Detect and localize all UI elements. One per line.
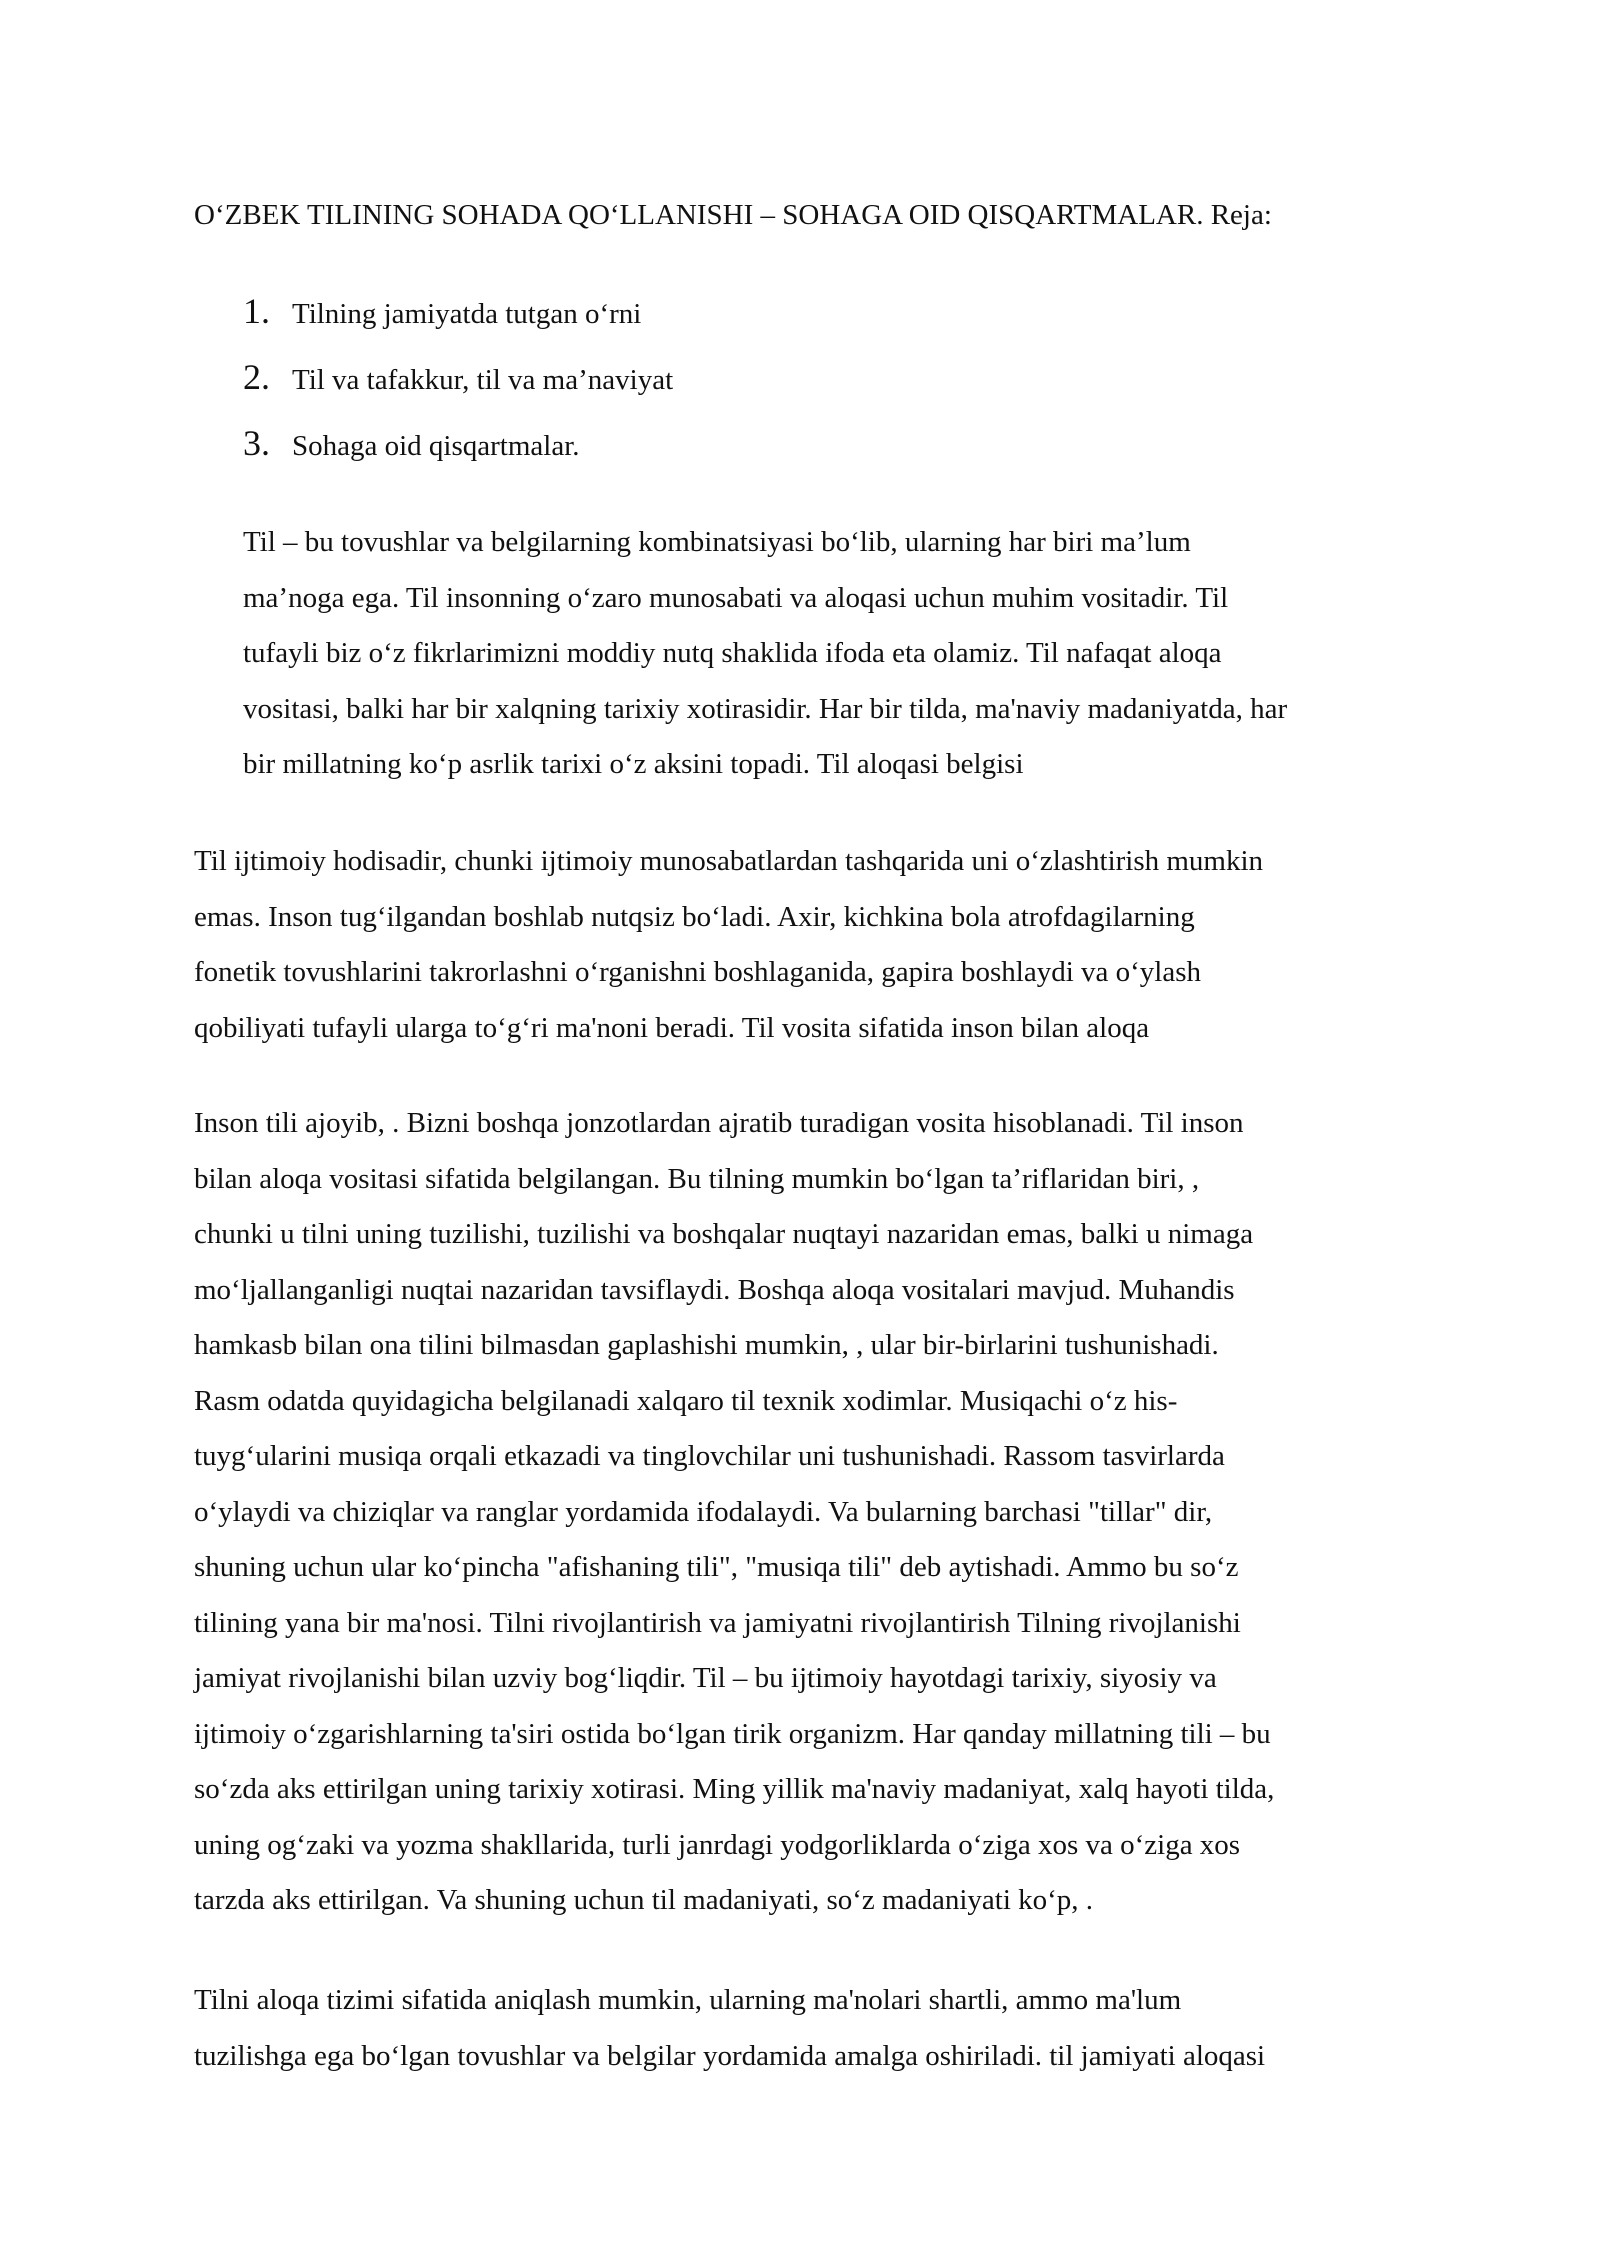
- plan-item: [243, 422, 673, 488]
- paragraph-line: jamiyat rivojlanishi bilan uzviy bog‘liqdir. Til – bu ijtimoiy hayotdagi tarixiy, siyosiy va: [194, 1662, 1217, 1694]
- plan-list: [243, 290, 673, 488]
- plan-item-number: 2.: [243, 357, 270, 397]
- paragraph-line: tufayli biz o‘z fikrlarimizni moddiy nutq shaklida ifoda eta olamiz. Til nafaqat aloqa: [243, 637, 1222, 669]
- paragraph-line: ma’noga ega. Til insonning o‘zaro munosabati va aloqasi uchun muhim vositadir. Til: [243, 581, 1229, 614]
- paragraph-line: emas. Inson tug‘ilgandan boshlab nutqsiz bo‘ladi. Axir, kichkina bola atrofdagilarning: [194, 900, 1195, 933]
- paragraph: [243, 515, 1287, 793]
- paragraph-line: bilan aloqa vositasi sifatida belgilangan. Bu tilning mumkin bo‘lgan ta’riflaridan biri, ,: [194, 1162, 1200, 1195]
- paragraph-line: tuzilishga ega bo‘lgan tovushlar va belgilar yordamida amalga oshiriladi. til jamiyati aloqasi: [194, 2039, 1266, 2072]
- paragraph-line: mo‘ljallanganligi nuqtai nazaridan tavsiflaydi. Boshqa aloqa vositalari mavjud. Muhandis: [194, 1273, 1235, 1306]
- paragraph-line: Rasm odatda quyidagicha belgilanadi xalqaro til texnik xodimlar. Musiqachi o‘z his-: [194, 1384, 1178, 1417]
- paragraph-line: Til – bu tovushlar va belgilarning kombinatsiyasi bo‘lib, ularning har biri ma’lum: [243, 526, 1191, 558]
- paragraph-line: Inson tili ajoyib, . Bizni boshqa jonzotlardan ajratib turadigan vosita hisoblanadi. Til inson: [194, 1107, 1244, 1139]
- paragraph-line: tuyg‘ularini musiqa orqali etkazadi va tinglovchilar uni tushunishadi. Rassom tasvirlarda: [194, 1440, 1225, 1472]
- paragraph: [194, 1973, 1265, 2084]
- paragraph-line: bir millatning ko‘p asrlik tarixi o‘z aksini topadi. Til aloqasi belgisi: [243, 748, 1024, 780]
- paragraph-line: uning og‘zaki va yozma shakllarida, turli janrdagi yodgorliklarda o‘ziga xos va o‘ziga xos: [194, 1828, 1241, 1861]
- paragraph-line: tilining yana bir ma'nosi. Tilni rivojlantirish va jamiyatni rivojlantirish Tilning rivojlanishi: [194, 1606, 1241, 1639]
- paragraph-line: Tilni aloqa tizimi sifatida aniqlash mumkin, ularning ma'nolari shartli, ammo ma'lum: [194, 1984, 1182, 2016]
- paragraph-line: so‘zda aks ettirilgan uning tarixiy xotirasi. Ming yillik ma'naviy madaniyat, xalq hayoti tilda,: [194, 1773, 1275, 1805]
- plan-item-text: Sohaga oid qisqartmalar.: [292, 430, 580, 462]
- plan-item-number: 3.: [243, 423, 270, 463]
- plan-item: [243, 356, 673, 422]
- plan-item-number: 1.: [243, 291, 270, 331]
- plan-item-text: Til va tafakkur, til va ma’naviyat: [292, 364, 674, 396]
- paragraph: [194, 834, 1263, 1056]
- paragraph: [194, 1096, 1274, 1929]
- paragraph-line: tarzda aks ettirilgan. Va shuning uchun til madaniyati, so‘z madaniyati ko‘p, .: [194, 1884, 1094, 1916]
- paragraph-line: ijtimoiy o‘zgarishlarning ta'siri ostida bo‘lgan tirik organizm. Har qanday millatning tili – bu: [194, 1717, 1271, 1750]
- paragraph-line: fonetik tovushlarini takrorlashni o‘rganishni boshlaganida, gapira boshlaydi va o‘ylash: [194, 956, 1201, 988]
- paragraph-line: Til ijtimoiy hodisadir, chunki ijtimoiy munosabatlardan tashqarida uni o‘zlashtirish mumkin: [194, 845, 1264, 877]
- paragraph-line: o‘ylaydi va chiziqlar va ranglar yordamida ifodalaydi. Va bularning barchasi "tillar" dir,: [194, 1495, 1213, 1528]
- paragraph-line: qobiliyati tufayli ularga to‘g‘ri ma'noni beradi. Til vosita sifatida inson bilan aloqa: [194, 1011, 1150, 1044]
- paragraph-line: chunki u tilni uning tuzilishi, tuzilishi va boshqalar nuqtayi nazaridan emas, balki u nimaga: [194, 1218, 1254, 1250]
- document-title: O‘ZBEK TILINING SOHADA QO‘LLANISHI – SOHAGA OID QISQARTMALAR. Reja:: [194, 199, 1272, 231]
- paragraph-line: hamkasb bilan ona tilini bilmasdan gaplashishi mumkin, , ular bir-birlarini tushunishadi.: [194, 1329, 1219, 1361]
- plan-item-text: Tilning jamiyatda tutgan o‘rni: [292, 298, 642, 330]
- paragraph-line: shuning uchun ular ko‘pincha "afishaning tili", "musiqa tili" deb aytishadi. Ammo bu so‘z: [194, 1551, 1239, 1583]
- paragraph-line: vositasi, balki har bir xalqning tarixiy xotirasidir. Har bir tilda, ma'naviy madaniyatda, har: [243, 692, 1288, 725]
- plan-item: [243, 290, 673, 356]
